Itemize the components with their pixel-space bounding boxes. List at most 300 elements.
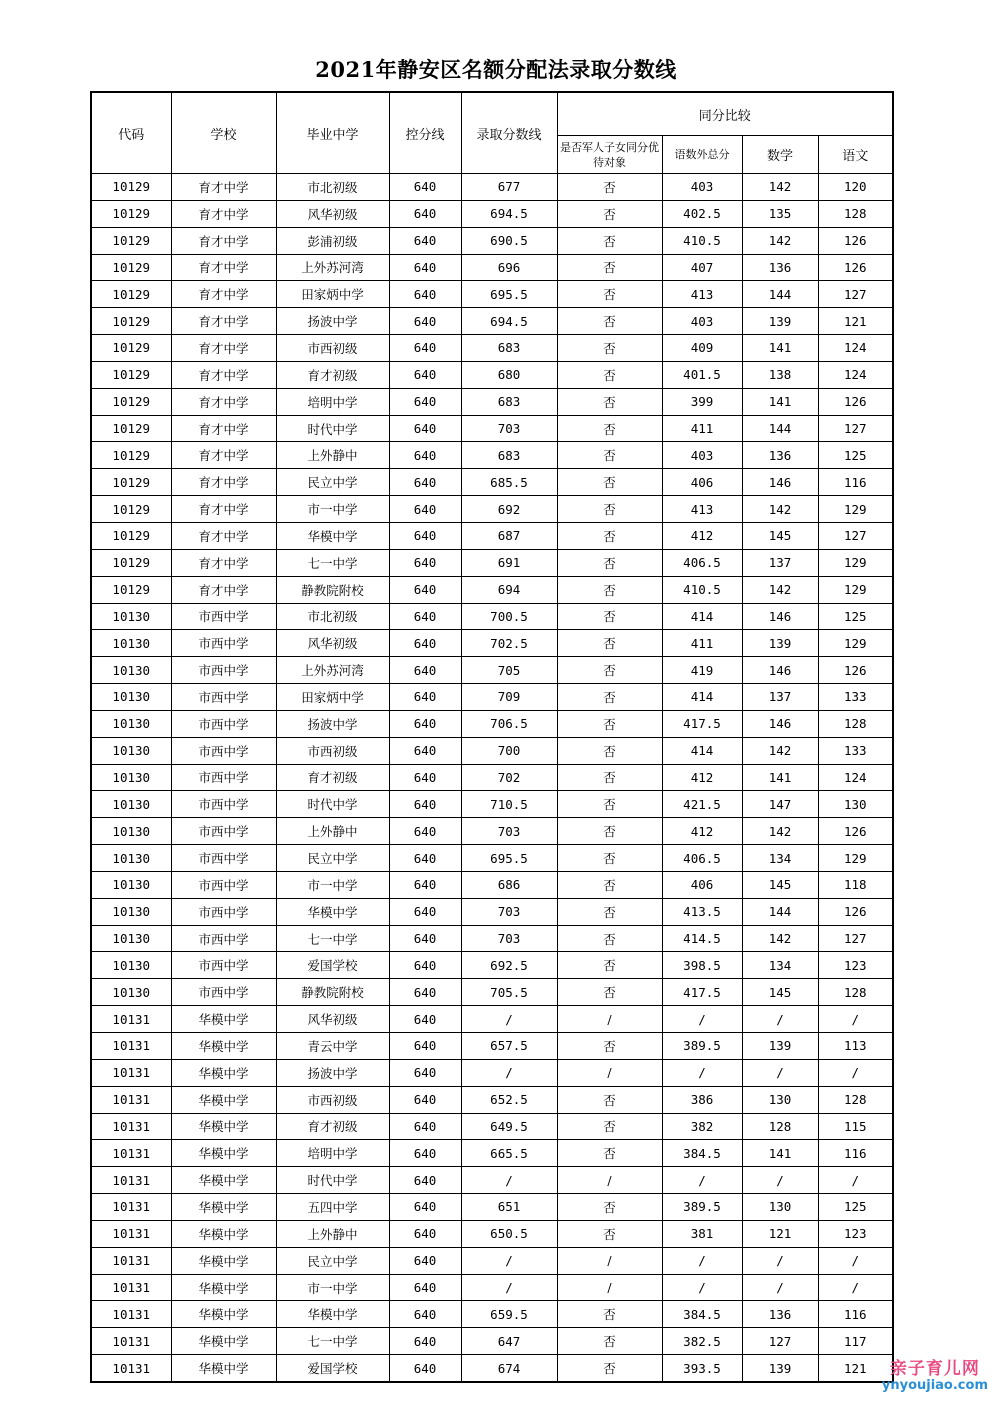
cell-code: 10131 bbox=[91, 1247, 171, 1274]
cell-total-score: / bbox=[662, 1006, 742, 1033]
cell-military-priority: 否 bbox=[557, 442, 662, 469]
cell-chinese: 113 bbox=[818, 1033, 893, 1060]
cell-military-priority: 否 bbox=[557, 1220, 662, 1247]
table-row bbox=[91, 361, 893, 388]
cell-control-line: 640 bbox=[389, 1355, 461, 1382]
cell-graduate-school: 民立中学 bbox=[276, 845, 389, 872]
cell-military-priority: 否 bbox=[557, 764, 662, 791]
table-row bbox=[91, 684, 893, 711]
cell-school: 华模中学 bbox=[171, 1113, 276, 1140]
cell-math: 139 bbox=[742, 630, 818, 657]
cell-total-score: 417.5 bbox=[662, 710, 742, 737]
cell-math: 136 bbox=[742, 1301, 818, 1328]
cell-math: 142 bbox=[742, 174, 818, 201]
cell-math: 137 bbox=[742, 684, 818, 711]
cell-code: 10131 bbox=[91, 1140, 171, 1167]
cell-control-line: 640 bbox=[389, 1059, 461, 1086]
cell-code: 10129 bbox=[91, 200, 171, 227]
cell-admission-line: 700.5 bbox=[461, 603, 557, 630]
cell-code: 10130 bbox=[91, 684, 171, 711]
cell-total-score: 414 bbox=[662, 603, 742, 630]
cell-control-line: 640 bbox=[389, 845, 461, 872]
cell-chinese: 129 bbox=[818, 496, 893, 523]
cell-admission-line: 705 bbox=[461, 657, 557, 684]
cell-graduate-school: 民立中学 bbox=[276, 1247, 389, 1274]
cell-graduate-school: 育才初级 bbox=[276, 1113, 389, 1140]
cell-military-priority: 否 bbox=[557, 415, 662, 442]
cell-math: 141 bbox=[742, 388, 818, 415]
cell-admission-line: 702.5 bbox=[461, 630, 557, 657]
table-row bbox=[91, 549, 893, 576]
cell-military-priority: 否 bbox=[557, 818, 662, 845]
cell-total-score: 382.5 bbox=[662, 1328, 742, 1355]
cell-chinese: 126 bbox=[818, 818, 893, 845]
cell-admission-line: 696 bbox=[461, 254, 557, 281]
table-row bbox=[91, 603, 893, 630]
table-row bbox=[91, 657, 893, 684]
cell-total-score: 398.5 bbox=[662, 952, 742, 979]
cell-admission-line: 685.5 bbox=[461, 469, 557, 496]
cell-total-score: 413.5 bbox=[662, 898, 742, 925]
cell-admission-line: 690.5 bbox=[461, 227, 557, 254]
cell-total-score: 406.5 bbox=[662, 549, 742, 576]
cell-school: 华模中学 bbox=[171, 1301, 276, 1328]
cell-graduate-school: 市一中学 bbox=[276, 1274, 389, 1301]
cell-chinese: 126 bbox=[818, 898, 893, 925]
cell-school: 市西中学 bbox=[171, 603, 276, 630]
cell-chinese: 121 bbox=[818, 1355, 893, 1382]
cell-chinese: 115 bbox=[818, 1113, 893, 1140]
cell-total-score: 393.5 bbox=[662, 1355, 742, 1382]
cell-code: 10131 bbox=[91, 1033, 171, 1060]
cell-chinese: 129 bbox=[818, 549, 893, 576]
cell-school: 市西中学 bbox=[171, 845, 276, 872]
cell-admission-line: / bbox=[461, 1059, 557, 1086]
cell-control-line: 640 bbox=[389, 791, 461, 818]
cell-graduate-school: 风华初级 bbox=[276, 200, 389, 227]
cell-military-priority: 否 bbox=[557, 200, 662, 227]
cell-control-line: 640 bbox=[389, 1086, 461, 1113]
cell-chinese: 123 bbox=[818, 1220, 893, 1247]
cell-school: 市西中学 bbox=[171, 791, 276, 818]
table-row bbox=[91, 818, 893, 845]
cell-total-score: 410.5 bbox=[662, 576, 742, 603]
cell-school: 华模中学 bbox=[171, 1247, 276, 1274]
cell-math: 142 bbox=[742, 576, 818, 603]
cell-school: 育才中学 bbox=[171, 335, 276, 362]
cell-admission-line: 680 bbox=[461, 361, 557, 388]
cell-school: 育才中学 bbox=[171, 361, 276, 388]
cell-code: 10130 bbox=[91, 979, 171, 1006]
header-school: 学校 bbox=[171, 92, 276, 174]
table-row bbox=[91, 979, 893, 1006]
cell-code: 10130 bbox=[91, 871, 171, 898]
cell-graduate-school: 青云中学 bbox=[276, 1033, 389, 1060]
cell-graduate-school: 育才初级 bbox=[276, 361, 389, 388]
cell-code: 10130 bbox=[91, 764, 171, 791]
cell-military-priority: 否 bbox=[557, 522, 662, 549]
table-row bbox=[91, 1247, 893, 1274]
cell-admission-line: 709 bbox=[461, 684, 557, 711]
cell-school: 育才中学 bbox=[171, 281, 276, 308]
cell-math: / bbox=[742, 1059, 818, 1086]
table-row bbox=[91, 1167, 893, 1194]
cell-chinese: / bbox=[818, 1167, 893, 1194]
cell-control-line: 640 bbox=[389, 200, 461, 227]
cell-code: 10130 bbox=[91, 925, 171, 952]
cell-total-score: 399 bbox=[662, 388, 742, 415]
cell-admission-line: 686 bbox=[461, 871, 557, 898]
cell-military-priority: 否 bbox=[557, 952, 662, 979]
cell-total-score: 410.5 bbox=[662, 227, 742, 254]
cell-total-score: 386 bbox=[662, 1086, 742, 1113]
cell-military-priority: 否 bbox=[557, 1086, 662, 1113]
cell-school: 华模中学 bbox=[171, 1167, 276, 1194]
cell-chinese: 128 bbox=[818, 979, 893, 1006]
cell-admission-line: 694 bbox=[461, 576, 557, 603]
cell-control-line: 640 bbox=[389, 576, 461, 603]
cell-admission-line: 703 bbox=[461, 818, 557, 845]
cell-school: 市西中学 bbox=[171, 818, 276, 845]
cell-school: 华模中学 bbox=[171, 1355, 276, 1382]
cell-control-line: 640 bbox=[389, 1274, 461, 1301]
cell-total-score: 412 bbox=[662, 764, 742, 791]
cell-control-line: 640 bbox=[389, 361, 461, 388]
cell-code: 10129 bbox=[91, 281, 171, 308]
cell-math: 142 bbox=[742, 496, 818, 523]
table-row bbox=[91, 496, 893, 523]
cell-school: 华模中学 bbox=[171, 1086, 276, 1113]
cell-chinese: 127 bbox=[818, 415, 893, 442]
cell-total-score: 412 bbox=[662, 522, 742, 549]
table-row bbox=[91, 335, 893, 362]
cell-military-priority: / bbox=[557, 1059, 662, 1086]
cell-admission-line: 657.5 bbox=[461, 1033, 557, 1060]
cell-graduate-school: 爱国学校 bbox=[276, 1355, 389, 1382]
cell-military-priority: 否 bbox=[557, 630, 662, 657]
table-row bbox=[91, 1220, 893, 1247]
cell-total-score: / bbox=[662, 1247, 742, 1274]
cell-military-priority: 否 bbox=[557, 496, 662, 523]
cell-code: 10130 bbox=[91, 603, 171, 630]
cell-graduate-school: 时代中学 bbox=[276, 791, 389, 818]
cell-admission-line: 695.5 bbox=[461, 281, 557, 308]
cell-total-score: 382 bbox=[662, 1113, 742, 1140]
cell-math: 136 bbox=[742, 254, 818, 281]
header-military-priority: 是否军人子女同分优待对象 bbox=[557, 136, 662, 174]
cell-control-line: 640 bbox=[389, 925, 461, 952]
cell-total-score: 381 bbox=[662, 1220, 742, 1247]
header-graduate-school: 毕业中学 bbox=[276, 92, 389, 174]
cell-school: 育才中学 bbox=[171, 496, 276, 523]
cell-total-score: 402.5 bbox=[662, 200, 742, 227]
cell-chinese: 126 bbox=[818, 227, 893, 254]
cell-total-score: 409 bbox=[662, 335, 742, 362]
cell-math: 145 bbox=[742, 979, 818, 1006]
cell-military-priority: 否 bbox=[557, 388, 662, 415]
cell-math: 146 bbox=[742, 603, 818, 630]
cell-graduate-school: 培明中学 bbox=[276, 388, 389, 415]
page-title: 2021年静安区名额分配法录取分数线 bbox=[315, 57, 677, 82]
cell-military-priority: 否 bbox=[557, 710, 662, 737]
cell-graduate-school: 田家炳中学 bbox=[276, 281, 389, 308]
cell-chinese: 124 bbox=[818, 335, 893, 362]
cell-graduate-school: 时代中学 bbox=[276, 415, 389, 442]
cell-chinese: 125 bbox=[818, 603, 893, 630]
cell-school: 华模中学 bbox=[171, 1006, 276, 1033]
cell-chinese: 118 bbox=[818, 871, 893, 898]
table-row bbox=[91, 308, 893, 335]
cell-graduate-school: 上外静中 bbox=[276, 818, 389, 845]
cell-code: 10129 bbox=[91, 361, 171, 388]
table-row bbox=[91, 281, 893, 308]
table-row bbox=[91, 576, 893, 603]
cell-control-line: 640 bbox=[389, 952, 461, 979]
watermark-line1: 亲子育儿网 bbox=[889, 1359, 980, 1379]
cell-math: 121 bbox=[742, 1220, 818, 1247]
cell-graduate-school: 风华初级 bbox=[276, 630, 389, 657]
cell-total-score: 417.5 bbox=[662, 979, 742, 1006]
cell-admission-line: 683 bbox=[461, 335, 557, 362]
cell-chinese: 133 bbox=[818, 684, 893, 711]
cell-graduate-school: 扬波中学 bbox=[276, 710, 389, 737]
cell-total-score: 401.5 bbox=[662, 361, 742, 388]
cell-code: 10129 bbox=[91, 549, 171, 576]
cell-control-line: 640 bbox=[389, 522, 461, 549]
table-row bbox=[91, 1006, 893, 1033]
cell-math: 146 bbox=[742, 469, 818, 496]
cell-chinese: 128 bbox=[818, 710, 893, 737]
cell-total-score: / bbox=[662, 1059, 742, 1086]
cell-code: 10130 bbox=[91, 657, 171, 684]
cell-math: 128 bbox=[742, 1113, 818, 1140]
cell-total-score: 414 bbox=[662, 684, 742, 711]
cell-school: 育才中学 bbox=[171, 442, 276, 469]
cell-total-score: 421.5 bbox=[662, 791, 742, 818]
cell-school: 育才中学 bbox=[171, 174, 276, 201]
cell-chinese: 127 bbox=[818, 925, 893, 952]
cell-control-line: 640 bbox=[389, 979, 461, 1006]
watermark-line2: ynyoujiao.com bbox=[881, 1378, 988, 1393]
cell-control-line: 640 bbox=[389, 174, 461, 201]
cell-control-line: 640 bbox=[389, 496, 461, 523]
cell-code: 10131 bbox=[91, 1086, 171, 1113]
cell-military-priority: 否 bbox=[557, 979, 662, 1006]
table-row bbox=[91, 952, 893, 979]
cell-code: 10129 bbox=[91, 576, 171, 603]
cell-chinese: 127 bbox=[818, 522, 893, 549]
cell-school: 育才中学 bbox=[171, 200, 276, 227]
cell-chinese: 116 bbox=[818, 1140, 893, 1167]
cell-code: 10131 bbox=[91, 1301, 171, 1328]
cell-chinese: 117 bbox=[818, 1328, 893, 1355]
cell-chinese: / bbox=[818, 1247, 893, 1274]
cell-math: 134 bbox=[742, 952, 818, 979]
cell-military-priority: 否 bbox=[557, 791, 662, 818]
cell-control-line: 640 bbox=[389, 764, 461, 791]
cell-graduate-school: 风华初级 bbox=[276, 1006, 389, 1033]
cell-school: 市西中学 bbox=[171, 737, 276, 764]
cell-control-line: 640 bbox=[389, 630, 461, 657]
cell-chinese: 124 bbox=[818, 764, 893, 791]
cell-control-line: 640 bbox=[389, 737, 461, 764]
cell-graduate-school: 爱国学校 bbox=[276, 952, 389, 979]
cell-military-priority: / bbox=[557, 1006, 662, 1033]
cell-total-score: 411 bbox=[662, 630, 742, 657]
cell-military-priority: 否 bbox=[557, 1033, 662, 1060]
cell-school: 育才中学 bbox=[171, 308, 276, 335]
cell-graduate-school: 华模中学 bbox=[276, 522, 389, 549]
cell-admission-line: 659.5 bbox=[461, 1301, 557, 1328]
cell-graduate-school: 上外静中 bbox=[276, 442, 389, 469]
cell-school: 市西中学 bbox=[171, 764, 276, 791]
cell-admission-line: 692 bbox=[461, 496, 557, 523]
table-row bbox=[91, 388, 893, 415]
cell-school: 市西中学 bbox=[171, 979, 276, 1006]
cell-control-line: 640 bbox=[389, 871, 461, 898]
table-row bbox=[91, 710, 893, 737]
cell-control-line: 640 bbox=[389, 1167, 461, 1194]
cell-math: 144 bbox=[742, 898, 818, 925]
cell-school: 华模中学 bbox=[171, 1274, 276, 1301]
cell-code: 10129 bbox=[91, 388, 171, 415]
cell-school: 育才中学 bbox=[171, 549, 276, 576]
cell-chinese: 126 bbox=[818, 657, 893, 684]
cell-military-priority: 否 bbox=[557, 1140, 662, 1167]
cell-school: 育才中学 bbox=[171, 227, 276, 254]
table-row bbox=[91, 1140, 893, 1167]
cell-code: 10130 bbox=[91, 898, 171, 925]
cell-admission-line: / bbox=[461, 1274, 557, 1301]
cell-graduate-school: 华模中学 bbox=[276, 1301, 389, 1328]
cell-school: 育才中学 bbox=[171, 415, 276, 442]
cell-math: 142 bbox=[742, 737, 818, 764]
cell-total-score: 406 bbox=[662, 871, 742, 898]
cell-chinese: / bbox=[818, 1059, 893, 1086]
cell-control-line: 640 bbox=[389, 227, 461, 254]
cell-graduate-school: 上外苏河湾 bbox=[276, 657, 389, 684]
cell-school: 华模中学 bbox=[171, 1033, 276, 1060]
cell-military-priority: 否 bbox=[557, 1355, 662, 1382]
cell-total-score: 413 bbox=[662, 496, 742, 523]
cell-code: 10129 bbox=[91, 415, 171, 442]
watermark-logo bbox=[882, 1360, 988, 1393]
cell-military-priority: 否 bbox=[557, 469, 662, 496]
cell-code: 10129 bbox=[91, 335, 171, 362]
table-row bbox=[91, 791, 893, 818]
cell-math: 141 bbox=[742, 764, 818, 791]
cell-code: 10129 bbox=[91, 308, 171, 335]
cell-code: 10131 bbox=[91, 1220, 171, 1247]
cell-math: 134 bbox=[742, 845, 818, 872]
cell-admission-line: 677 bbox=[461, 174, 557, 201]
table-row bbox=[91, 630, 893, 657]
cell-control-line: 640 bbox=[389, 254, 461, 281]
table-row bbox=[91, 1086, 893, 1113]
cell-military-priority: / bbox=[557, 1247, 662, 1274]
cell-code: 10130 bbox=[91, 710, 171, 737]
cell-school: 华模中学 bbox=[171, 1220, 276, 1247]
table-row bbox=[91, 174, 893, 201]
cell-control-line: 640 bbox=[389, 1194, 461, 1221]
cell-code: 10130 bbox=[91, 845, 171, 872]
table-row bbox=[91, 925, 893, 952]
cell-admission-line: 695.5 bbox=[461, 845, 557, 872]
cell-code: 10130 bbox=[91, 630, 171, 657]
cell-math: 139 bbox=[742, 308, 818, 335]
cell-school: 育才中学 bbox=[171, 254, 276, 281]
cell-graduate-school: 上外苏河湾 bbox=[276, 254, 389, 281]
table-row bbox=[91, 845, 893, 872]
cell-admission-line: 674 bbox=[461, 1355, 557, 1382]
cell-code: 10129 bbox=[91, 442, 171, 469]
header-admission-line: 录取分数线 bbox=[461, 92, 557, 174]
cell-math: / bbox=[742, 1006, 818, 1033]
cell-military-priority: 否 bbox=[557, 684, 662, 711]
cell-military-priority: 否 bbox=[557, 1194, 662, 1221]
cell-math: 139 bbox=[742, 1033, 818, 1060]
cell-chinese: / bbox=[818, 1006, 893, 1033]
cell-code: 10131 bbox=[91, 1274, 171, 1301]
cell-graduate-school: 市北初级 bbox=[276, 603, 389, 630]
cell-graduate-school: 静教院附校 bbox=[276, 576, 389, 603]
cell-chinese: 125 bbox=[818, 442, 893, 469]
cell-military-priority: / bbox=[557, 1167, 662, 1194]
cell-control-line: 640 bbox=[389, 549, 461, 576]
cell-control-line: 640 bbox=[389, 1301, 461, 1328]
cell-admission-line: 683 bbox=[461, 388, 557, 415]
cell-chinese: 126 bbox=[818, 254, 893, 281]
cell-graduate-school: 扬波中学 bbox=[276, 308, 389, 335]
table-row bbox=[91, 200, 893, 227]
cell-total-score: 414 bbox=[662, 737, 742, 764]
cell-admission-line: 700 bbox=[461, 737, 557, 764]
cell-school: 华模中学 bbox=[171, 1328, 276, 1355]
table-body bbox=[91, 174, 893, 1382]
cell-graduate-school: 民立中学 bbox=[276, 469, 389, 496]
cell-military-priority: / bbox=[557, 1274, 662, 1301]
cell-school: 市西中学 bbox=[171, 952, 276, 979]
cell-total-score: 413 bbox=[662, 281, 742, 308]
cell-admission-line: 706.5 bbox=[461, 710, 557, 737]
cell-chinese: 126 bbox=[818, 388, 893, 415]
cell-graduate-school: 时代中学 bbox=[276, 1167, 389, 1194]
cell-math: 142 bbox=[742, 227, 818, 254]
cell-military-priority: 否 bbox=[557, 1328, 662, 1355]
cell-code: 10130 bbox=[91, 952, 171, 979]
cell-control-line: 640 bbox=[389, 442, 461, 469]
cell-school: 育才中学 bbox=[171, 576, 276, 603]
cell-control-line: 640 bbox=[389, 308, 461, 335]
cell-code: 10129 bbox=[91, 522, 171, 549]
cell-control-line: 640 bbox=[389, 1113, 461, 1140]
cell-military-priority: 否 bbox=[557, 576, 662, 603]
admission-score-table bbox=[90, 91, 894, 1383]
cell-chinese: 125 bbox=[818, 1194, 893, 1221]
header-chinese: 语文 bbox=[818, 136, 893, 174]
cell-graduate-school: 七一中学 bbox=[276, 1328, 389, 1355]
cell-control-line: 640 bbox=[389, 281, 461, 308]
cell-math: 127 bbox=[742, 1328, 818, 1355]
cell-code: 10129 bbox=[91, 254, 171, 281]
cell-admission-line: 687 bbox=[461, 522, 557, 549]
cell-graduate-school: 培明中学 bbox=[276, 1140, 389, 1167]
cell-admission-line: 651 bbox=[461, 1194, 557, 1221]
cell-control-line: 640 bbox=[389, 388, 461, 415]
cell-school: 市西中学 bbox=[171, 710, 276, 737]
cell-control-line: 640 bbox=[389, 1247, 461, 1274]
table-row bbox=[91, 871, 893, 898]
